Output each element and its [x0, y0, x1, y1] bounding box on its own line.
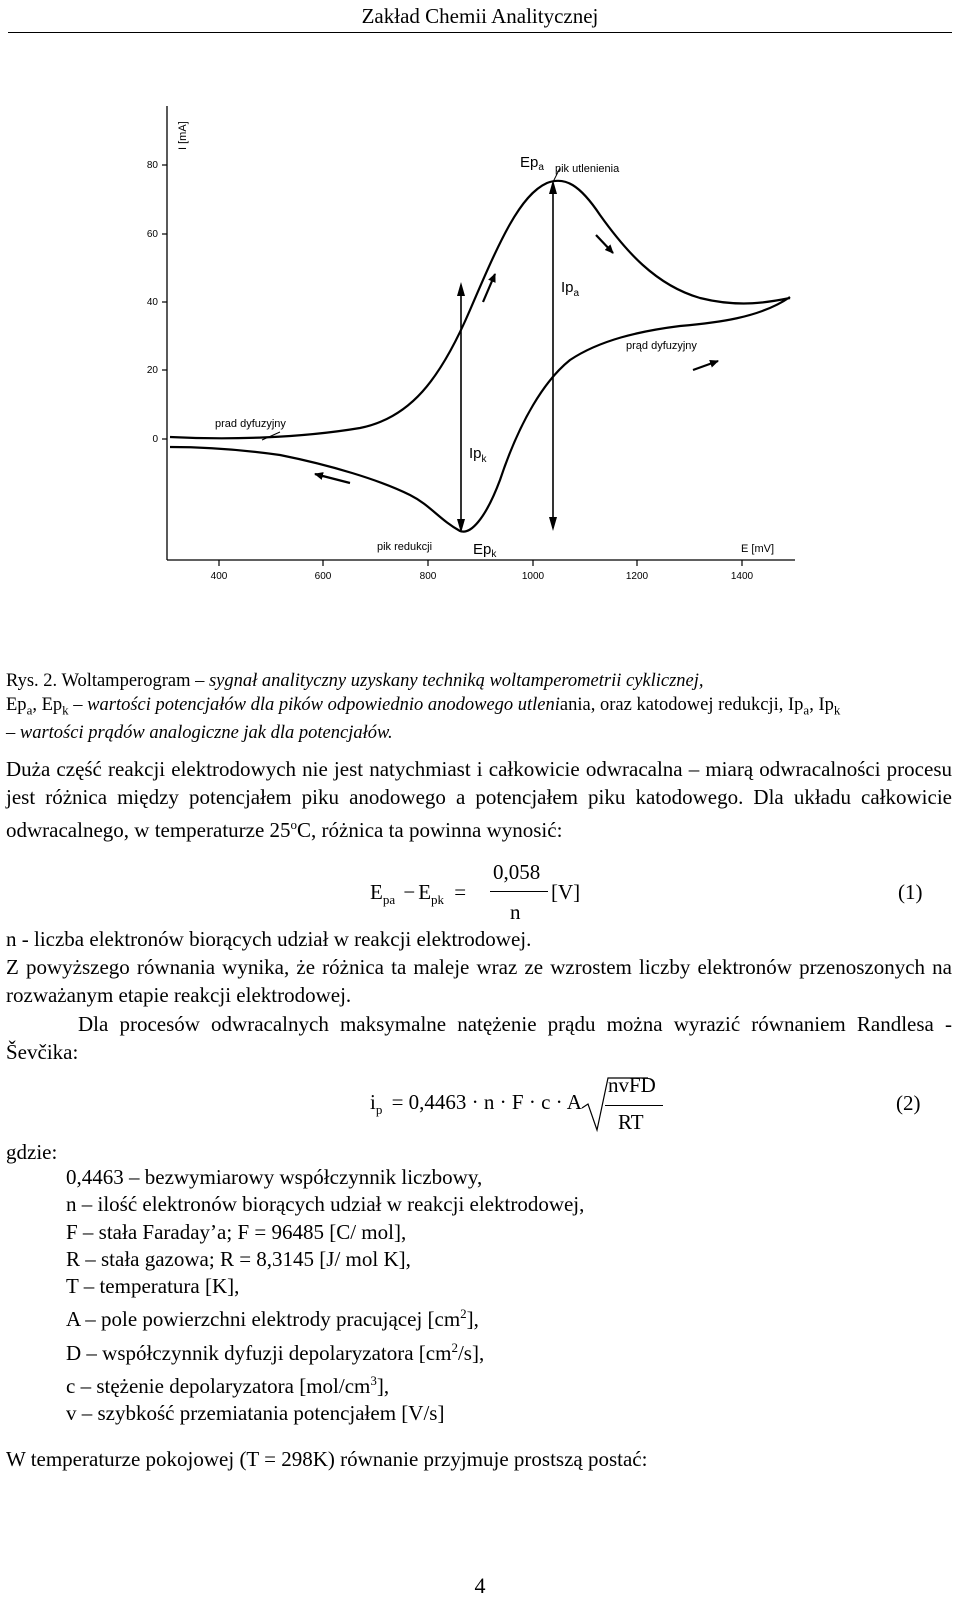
epk-label: $Ep_k$ — [473, 541, 497, 560]
x-tick-label: 1000 — [521, 571, 545, 582]
prad-dyfuzyjny-right-label: prąd dyfuzyjny — [626, 340, 697, 352]
figure-caption: Rys. 2. Woltamperogram – sygnał analityczny uzyskany techniką woltamperometrii cyklicznej, $Ep_a$, $Ep_k$ – wartości potencjałów dla pików odpowiednio anodowego utleniania, oraz katodowej redukcji, $Ip_a$, $Ip_k$ – wartości prądów analogiczne jak dla potencjałów. — [6, 671, 841, 743]
equation-2-numerator: nvFD — [608, 1073, 656, 1097]
x-tick-label: 800 — [419, 571, 437, 582]
y-tick-label: 20 — [146, 365, 158, 376]
y-tick-label: 80 — [146, 160, 158, 171]
y-tick-label: 0 — [152, 434, 158, 445]
ipk-label: $Ip_k$ — [469, 445, 487, 465]
direction-arrows — [315, 235, 718, 483]
page-header: Zakład Chemii Analitycznej — [361, 4, 599, 28]
y-axis-label: I [mA] — [177, 121, 189, 150]
definition-item: D – współczynnik dyfuzji depolaryzatora $[cm^2/s]$, — [66, 1339, 485, 1365]
voltammogram-curve — [170, 181, 790, 532]
definition-item: 0,4463 – bezwymiarowy współczynnik liczbowy, — [66, 1165, 483, 1189]
prad-dyfuzyjny-left-label: prad dyfuzyjny — [215, 418, 286, 430]
definition-item: T – temperatura [K], — [66, 1274, 240, 1299]
definition-item: n – ilość elektronów biorących udział w reakcji elektrodowej, — [66, 1192, 585, 1217]
pik-redukcji-label: pik redukcji — [377, 541, 433, 553]
y-tick-label: 40 — [146, 297, 158, 308]
definition-item: A – pole powierzchni elektrody pracującej $[cm^2]$, — [66, 1306, 479, 1332]
voltammogram-figure — [0, 0, 960, 640]
definition-item: c – stężenie depolaryzatora $[mol/cm^3]$, — [66, 1373, 390, 1399]
x-axis-label: E [mV] — [741, 543, 775, 555]
equation-1-denominator: n — [510, 900, 521, 924]
x-tick-label: 1200 — [625, 571, 649, 582]
definitions-list — [66, 1164, 584, 1428]
equation-1-fraction-bar — [490, 891, 548, 892]
paragraph-randles: Dla procesów odwracalnych maksymalne natężenie prądu można wyrazić równaniem Randlesa - Ševčika: — [6, 1012, 952, 1064]
definition-item: F – stała Faraday’a; F = 96485 [C/ mol], — [66, 1219, 407, 1244]
equation-1-numerator: 0,058 — [493, 860, 541, 884]
epa-label: $Ep_a$ — [520, 154, 544, 173]
definition-item: v – szybkość przemiatania potencjałem [V/s] — [66, 1401, 445, 1426]
equation-1-unit: [V] — [551, 880, 581, 904]
pik-utlenienia-label: pik utlenienia — [555, 163, 620, 175]
paragraph-reversibility: Duża część reakcji elektrodowych nie jest natychmiast i całkowicie odwracalna – miarą odwracalności procesu jest różnica między potencjałem piku anodowego a potencjałem piku katodowego. Dla układu całkowicie odwracalnego, w temperaturze 25$^o$C, różnica ta powinna wynosić: — [6, 757, 952, 842]
y-ticks — [162, 165, 167, 439]
equation-1-number: (1) — [898, 880, 923, 904]
gdzie-label: gdzie: — [6, 1140, 58, 1164]
paragraph-n-definition: n - liczba elektronów biorących udział w reakcji elektrodowej. — [6, 927, 532, 951]
x-tick-label: 600 — [314, 571, 332, 582]
page-number: 4 — [474, 1573, 486, 1598]
paragraph-room-temperature: W temperaturze pokojowej (T = 298K) równanie przyjmuje prostszą postać: — [6, 1447, 648, 1471]
y-tick-label: 60 — [146, 229, 158, 240]
equation-1: $E_{pa} - E_{pk}$ = — [370, 880, 467, 908]
ipa-label: $Ip_a$ — [561, 279, 580, 299]
equation-2: $i_p = 0,4463 \cdot n \cdot F \cdot c \cdot A$ — [370, 1090, 582, 1118]
x-ticks — [219, 560, 742, 566]
paragraph-conclusion: Z powyższego równania wynika, że różnica ta maleje wraz ze wzrostem liczby elektronów przenoszonych na rozważanym etapie reakcji elektrodowej. — [6, 955, 952, 1007]
definition-item: R – stała gazowa; R = 8,3145 [J/ mol K], — [66, 1246, 411, 1271]
x-tick-label: 400 — [210, 571, 228, 582]
equation-2-denominator: RT — [618, 1110, 644, 1134]
equation-2-number: (2) — [896, 1091, 921, 1115]
equation-2-fraction-bar — [605, 1105, 663, 1106]
x-tick-label: 1400 — [730, 571, 754, 582]
